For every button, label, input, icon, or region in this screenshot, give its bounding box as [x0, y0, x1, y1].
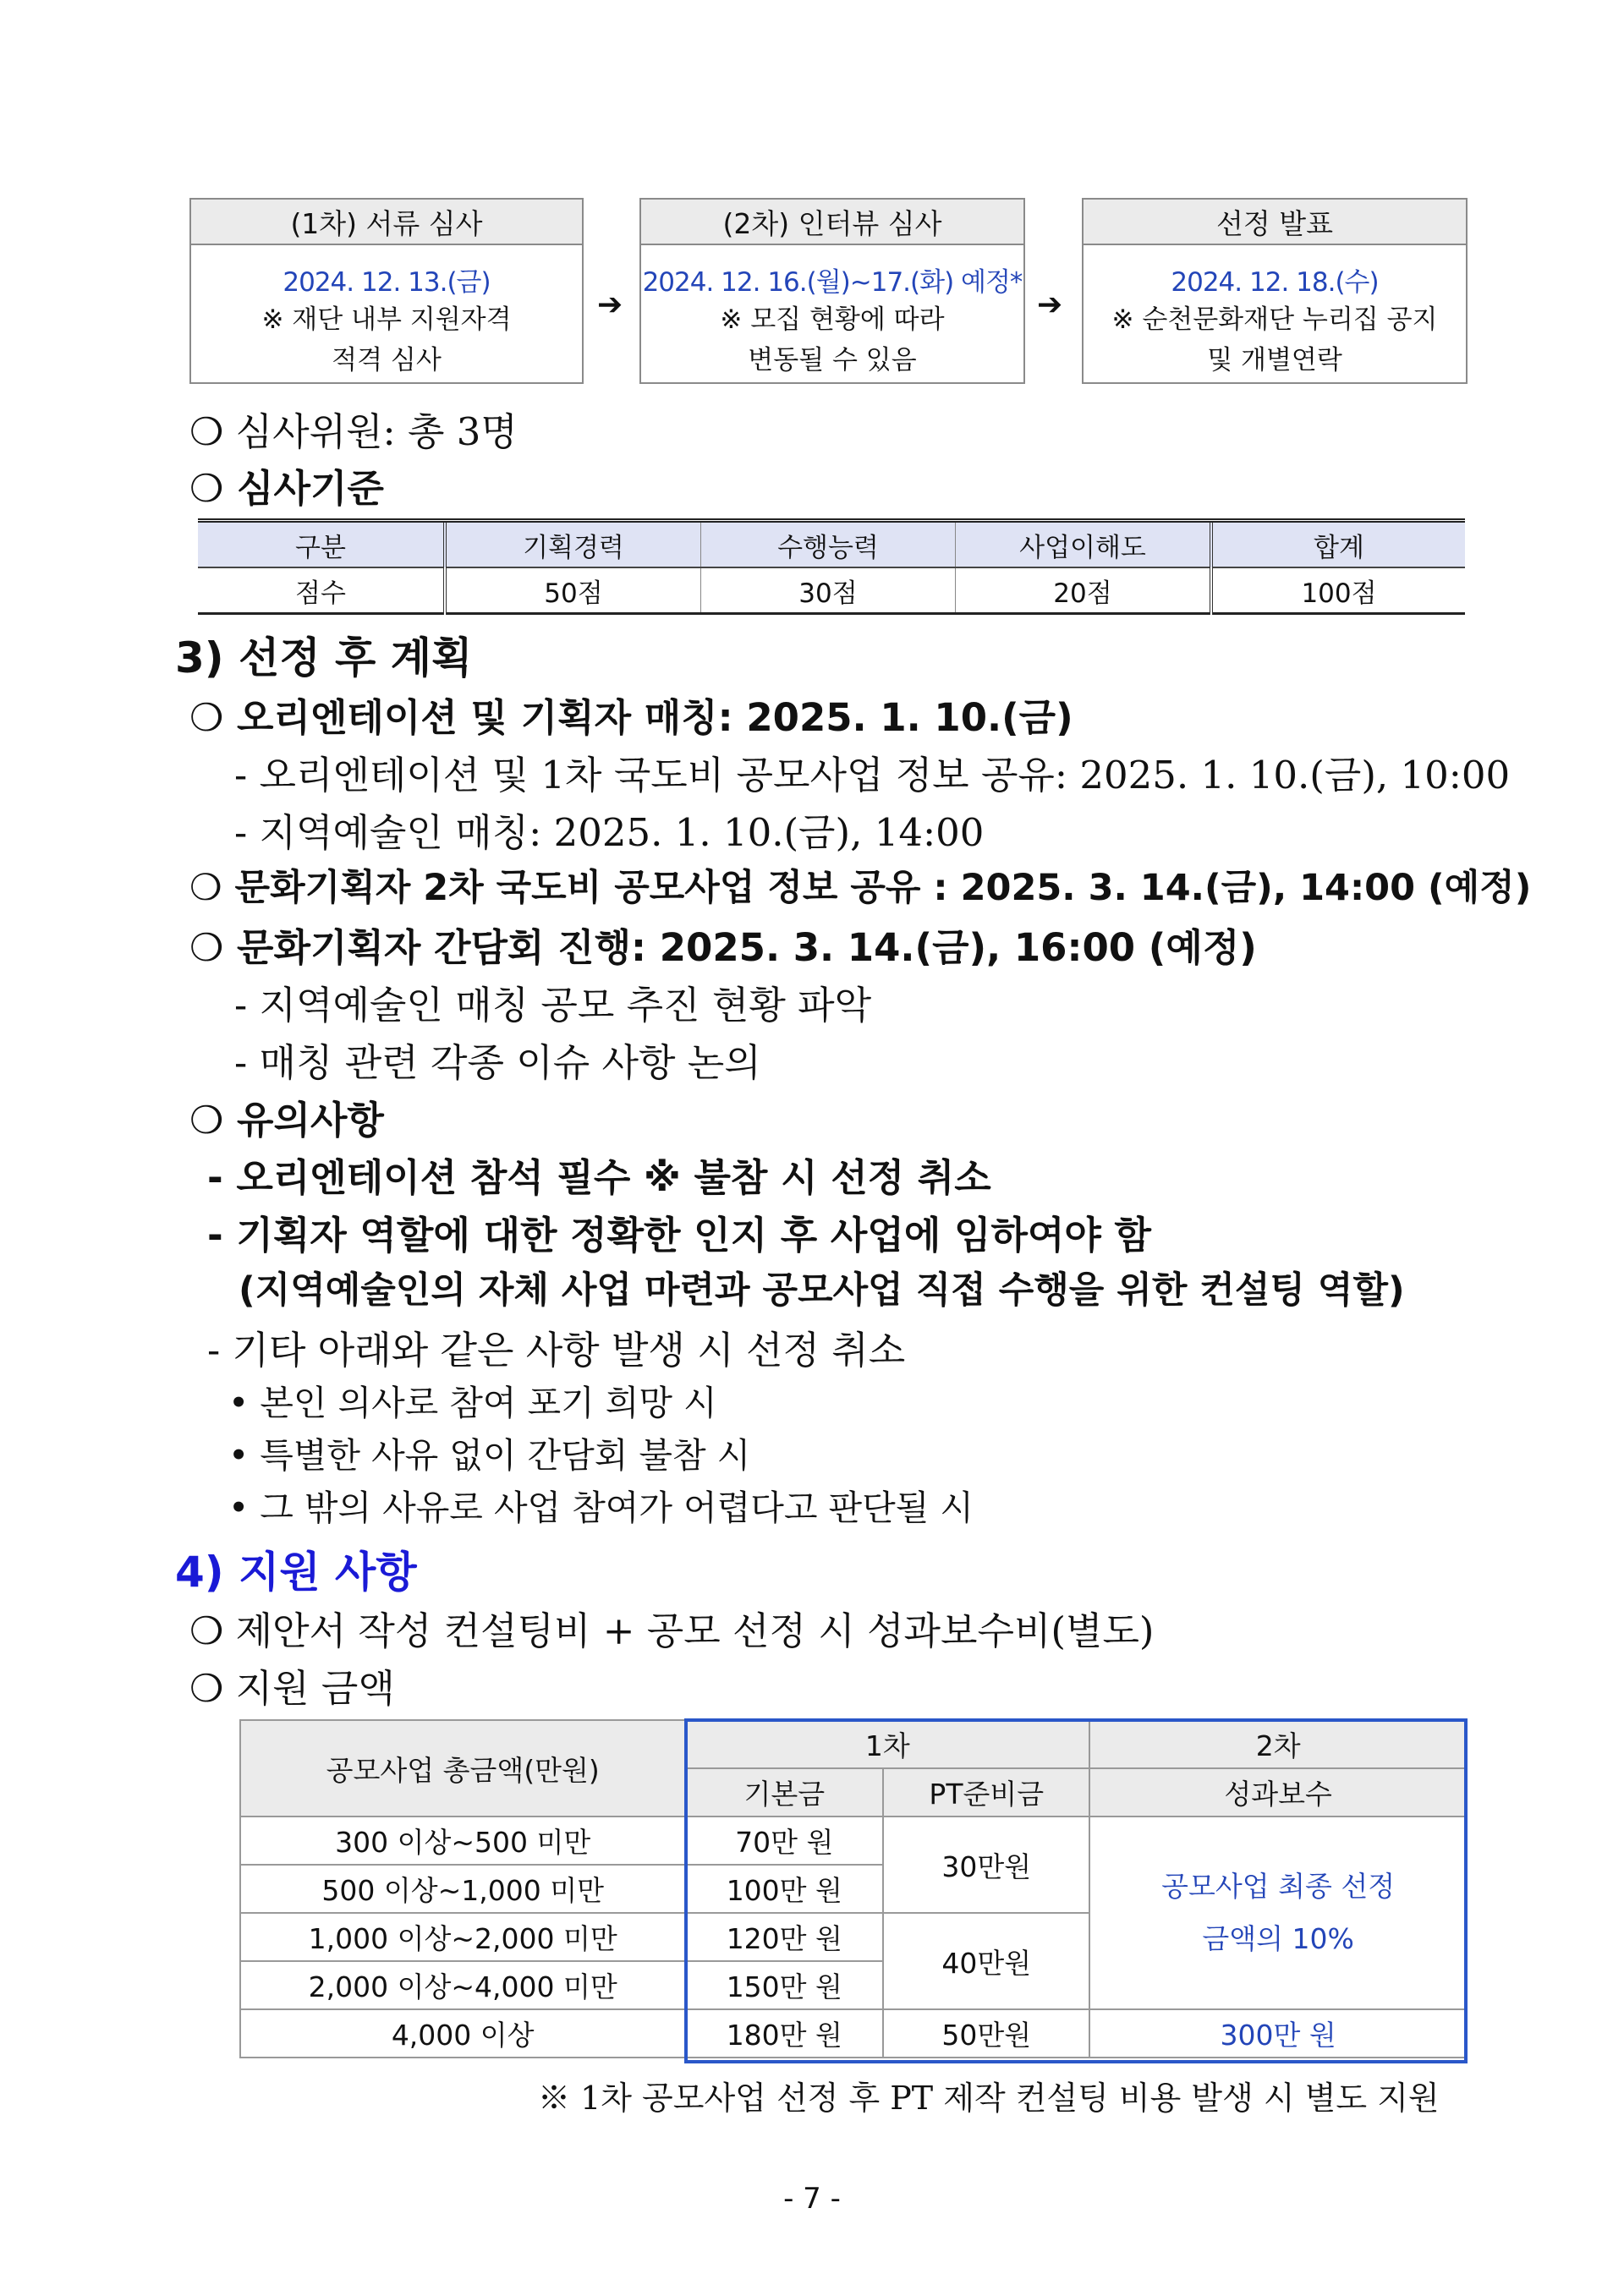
process-box-3-note-1: ※ 순천문화재단 누리집 공지 — [1111, 304, 1438, 335]
process-box-3-date: 2024. 12. 18.(수) — [1171, 267, 1379, 298]
circle-bullet-icon: ❍ — [189, 1666, 224, 1711]
process-box-3-header: 선정 발표 — [1084, 200, 1466, 245]
support-reward-line-2: 금액의 10% — [1202, 1922, 1354, 1955]
plan-item-meeting-sub-1: - 지역예술인 매칭 공모 추진 현황 파악 — [234, 983, 872, 1027]
section-4-title: 4) 지원 사항 — [175, 1548, 417, 1597]
support-pt-group-1: 30만원 — [883, 1817, 1089, 1913]
circle-bullet-icon: ❍ — [189, 1098, 224, 1143]
support-base: 120만 원 — [685, 1913, 883, 1961]
plan-item-orientation-sub-2: - 지역예술인 매칭: 2025. 1. 10.(금), 14:00 — [234, 810, 985, 855]
support-item-fee-text: 제안서 작성 컨설팅비 + 공모 선정 시 성과보수비(별도) — [235, 1608, 1155, 1653]
process-box-3 — [1082, 198, 1468, 384]
section-3-title: 3) 선정 후 계획 — [175, 633, 473, 682]
note-role-detail: (지역예술인의 자체 사업 마련과 공모사업 직접 수행을 위한 컨설팅 역할) — [239, 1269, 1405, 1312]
cancel-reason-1: • 본인 의사로 참여 포기 희망 시 — [228, 1383, 717, 1423]
criteria-title-line — [189, 458, 384, 512]
support-item-amount — [189, 1658, 395, 1712]
support-header-second: 2차 — [1089, 1720, 1467, 1768]
judges-line — [189, 401, 518, 456]
process-box-2-note-1: ※ 모집 현황에 따라 — [720, 304, 945, 335]
support-pt-group-2: 40만원 — [883, 1913, 1089, 2009]
circle-bullet-icon: ❍ — [189, 409, 224, 454]
note-role: - 기획자 역할에 대한 정확한 인지 후 사업에 임하여야 함 — [207, 1213, 1152, 1258]
criteria-header-experience: 기획경력 — [445, 521, 701, 568]
support-base: 180만 원 — [685, 2009, 883, 2058]
support-subheader-base: 기본금 — [685, 1768, 883, 1817]
support-subheader-pt: PT준비금 — [883, 1768, 1089, 1817]
criteria-cell-total: 100점 — [1211, 567, 1465, 614]
circle-bullet-icon: ❍ — [189, 925, 224, 970]
process-box-2-header: (2차) 인터뷰 심사 — [641, 200, 1023, 245]
process-box-1-date: 2024. 12. 13.(금) — [283, 267, 491, 298]
criteria-cell-performance: 30점 — [701, 567, 956, 614]
criteria-header-performance: 수행능력 — [701, 521, 956, 568]
process-box-1-note-1: ※ 재단 내부 지원자격 — [261, 304, 512, 335]
criteria-header-total: 합계 — [1211, 521, 1465, 568]
plan-item-orientation-sub-1: - 오리엔테이션 및 1차 국도비 공모사업 정보 공유: 2025. 1. 10.(금), 10:00 — [234, 753, 1511, 797]
process-box-1-header: (1차) 서류 심사 — [191, 200, 582, 245]
arrow-icon: ➔ — [597, 288, 623, 322]
process-box-2 — [639, 198, 1025, 384]
process-box-2-note-2: 변동될 수 있음 — [748, 345, 917, 375]
process-box-3-note-2: 및 개별연락 — [1207, 345, 1342, 375]
page-number: - 7 - — [783, 2182, 841, 2216]
circle-bullet-icon: ❍ — [189, 695, 224, 740]
cancel-reason-2: • 특별한 사유 없이 간담회 불참 시 — [228, 1435, 751, 1476]
process-box-1-note-2: 적격 심사 — [332, 345, 442, 375]
support-base: 150만 원 — [685, 1961, 883, 2009]
criteria-cell-understanding: 20점 — [956, 567, 1212, 614]
circle-bullet-icon: ❍ — [189, 466, 224, 511]
support-range: 500 이상~1,000 미만 — [240, 1865, 685, 1913]
plan-item-notes — [189, 1089, 384, 1144]
support-reward-last: 300만 원 — [1089, 2009, 1467, 2058]
plan-item-notes-text: 유의사항 — [237, 1098, 384, 1143]
support-table — [239, 1719, 1468, 2058]
plan-item-info-share-text: 문화기획자 2차 국도비 공모사업 정보 공유 : 2025. 3. 14.(금), 14:00 (예정) — [234, 867, 1532, 909]
circle-bullet-icon: ❍ — [189, 867, 222, 909]
support-range: 300 이상~500 미만 — [240, 1817, 685, 1865]
plan-item-meeting — [189, 917, 1257, 972]
plan-item-orientation — [189, 687, 1073, 742]
support-range: 4,000 이상 — [240, 2009, 685, 2058]
note-cancel: - 기타 아래와 같은 사항 발생 시 선정 취소 — [207, 1328, 906, 1373]
support-base: 70만 원 — [685, 1817, 883, 1865]
cancel-reason-3: • 그 밖의 사유로 사업 참여가 어렵다고 판단될 시 — [228, 1488, 974, 1528]
support-item-fee — [189, 1600, 1154, 1655]
plan-item-meeting-sub-2: - 매칭 관련 각종 이슈 사항 논의 — [234, 1040, 761, 1085]
note-attendance: - 오리엔테이션 참석 필수 ※ 불참 시 선정 취소 — [207, 1155, 991, 1200]
plan-item-info-share — [189, 859, 1531, 911]
circle-bullet-icon: ❍ — [189, 1608, 224, 1653]
support-reward-line-1: 공모사업 최종 선정 — [1161, 1870, 1396, 1903]
footnote: ※ 1차 공모사업 선정 후 PT 제작 컨설팅 비용 발생 시 별도 지원 — [538, 2080, 1440, 2117]
criteria-table — [198, 518, 1465, 615]
judges-text: 심사위원: 총 3명 — [235, 409, 518, 454]
criteria-header-category: 구분 — [198, 521, 445, 568]
support-pt-last: 50만원 — [883, 2009, 1089, 2058]
support-base: 100만 원 — [685, 1865, 883, 1913]
support-reward-cell — [1089, 1817, 1467, 2009]
support-header-total: 공모사업 총금액(만원) — [240, 1720, 685, 1817]
plan-item-meeting-text: 문화기획자 간담회 진행: 2025. 3. 14.(금), 16:00 (예정) — [237, 925, 1257, 970]
support-subheader-reward: 성과보수 — [1089, 1768, 1467, 1817]
plan-item-orientation-text: 오리엔테이션 및 기획자 매칭: 2025. 1. 10.(금) — [237, 695, 1073, 740]
criteria-header-understanding: 사업이해도 — [956, 521, 1212, 568]
criteria-cell-label: 점수 — [198, 567, 445, 614]
support-header-first: 1차 — [685, 1720, 1089, 1768]
support-range: 1,000 이상~2,000 미만 — [240, 1913, 685, 1961]
process-box-1 — [189, 198, 584, 384]
arrow-icon: ➔ — [1037, 288, 1063, 322]
criteria-cell-experience: 50점 — [445, 567, 701, 614]
support-item-amount-text: 지원 금액 — [235, 1666, 395, 1711]
criteria-title: 심사기준 — [237, 466, 384, 511]
process-box-2-date: 2024. 12. 16.(월)~17.(화) 예정* — [642, 267, 1023, 298]
support-range: 2,000 이상~4,000 미만 — [240, 1961, 685, 2009]
